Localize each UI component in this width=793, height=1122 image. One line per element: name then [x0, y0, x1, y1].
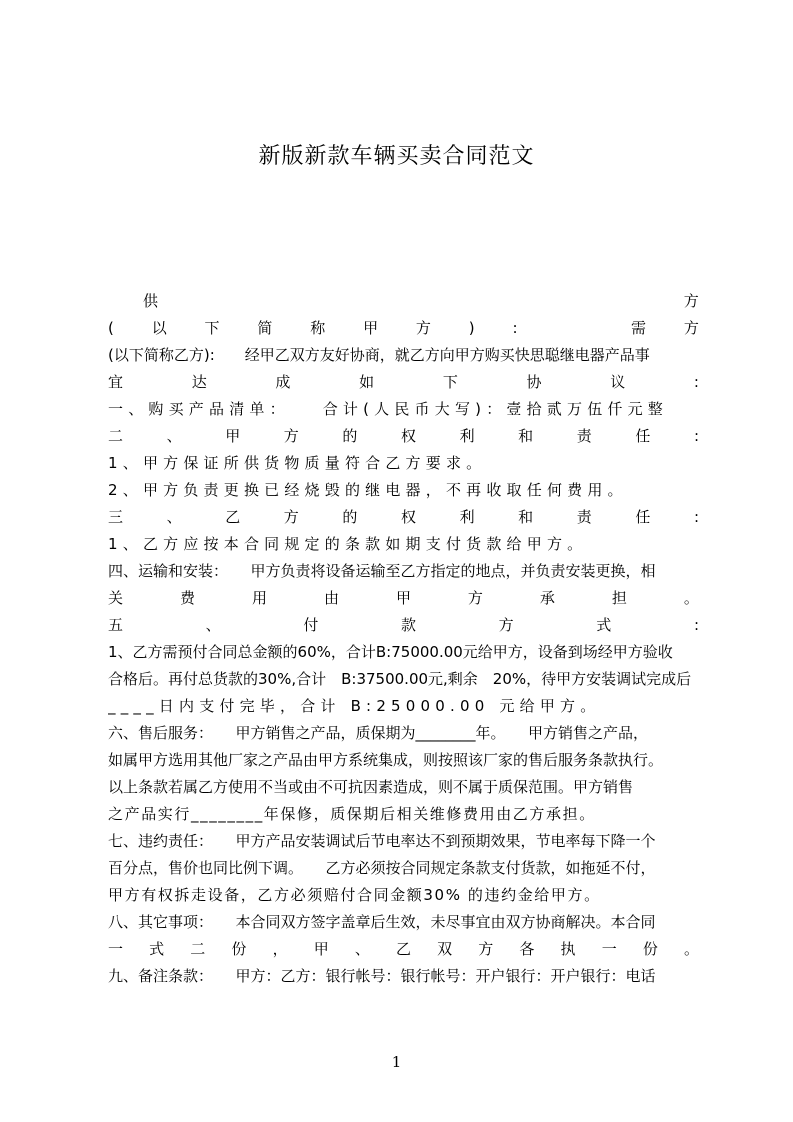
- body-line: [108, 288, 699, 315]
- line-char: :: [512, 319, 518, 337]
- line-char: 担: [611, 589, 627, 607]
- line-char: 宜: [108, 373, 124, 391]
- line-char: 权: [400, 427, 416, 445]
- line-char: 达: [191, 373, 207, 391]
- line-char: 和: [518, 508, 534, 526]
- line-char: 简: [257, 319, 273, 337]
- contract-body: [108, 288, 699, 990]
- body-line: 七、违约责任： 甲方产品安装调试后节电率达不到预期效果，节电率每下降一个: [108, 832, 656, 850]
- body-line: 一、购买产品清单： 合计(人民币大写)：壹拾贰万伍仟元整: [108, 400, 669, 418]
- line-char: 甲: [313, 940, 329, 958]
- line-char: 的: [342, 427, 358, 445]
- line-char: :: [693, 373, 699, 391]
- line-char: 和: [518, 427, 534, 445]
- line-char: 二: [108, 427, 124, 445]
- body-line: (以下简称乙方): 经甲乙双方友好协商，就乙方向甲方购买快思聪继电器产品事: [108, 346, 650, 364]
- line-char: ): [468, 319, 475, 337]
- line-char: 权: [400, 508, 416, 526]
- body-line: [108, 315, 699, 342]
- line-char: 甲: [225, 427, 241, 445]
- line-char: 、: [166, 508, 182, 526]
- line-char: 、: [166, 427, 182, 445]
- line-char: 议: [610, 373, 626, 391]
- line-char: 承: [539, 589, 555, 607]
- body-line: 2、甲方负责更换已经烧毁的继电器，不再收取任何费用。: [108, 481, 628, 499]
- line-char: 任: [635, 427, 651, 445]
- body-line: [108, 585, 699, 612]
- line-char: 供: [143, 292, 159, 310]
- line-char: :: [693, 508, 699, 526]
- page-number: 1: [391, 1053, 402, 1071]
- line-char: 甲: [363, 319, 379, 337]
- body-line: [108, 612, 699, 639]
- line-char: 乙: [395, 940, 411, 958]
- line-char: 执: [560, 940, 576, 958]
- line-char: 由: [323, 589, 339, 607]
- line-char: 方: [683, 292, 699, 310]
- line-char: 方: [683, 319, 699, 337]
- line-char: 任: [635, 508, 651, 526]
- body-line: 以上条款若属乙方使用不当或由不可抗因素造成，则不属于质保范围。甲方销售: [108, 778, 634, 796]
- body-line: 如属甲方选用其他厂家之产品由甲方系统集成，则按照该厂家的售后服务条款执行。: [108, 751, 664, 769]
- line-char: 下: [442, 373, 458, 391]
- line-char: 方: [283, 508, 299, 526]
- body-line: [108, 504, 699, 531]
- line-char: 五: [108, 616, 124, 634]
- body-line: [108, 369, 699, 396]
- line-char: 三: [108, 508, 124, 526]
- line-char: 式: [596, 616, 612, 634]
- document-title: 新版新款车辆买卖合同范文: [258, 144, 535, 169]
- line-char: 一: [601, 940, 617, 958]
- line-char: 方: [478, 940, 494, 958]
- line-char: 以: [151, 319, 167, 337]
- line-char: 方: [283, 427, 299, 445]
- line-char: ，: [272, 940, 288, 958]
- line-char: :: [693, 427, 699, 445]
- body-line: 1、甲方保证所供货物质量符合乙方要求。: [108, 454, 487, 472]
- line-char: :: [693, 616, 699, 634]
- line-char: 责: [576, 508, 592, 526]
- body-line: ____日内支付完毕，合计 B:25000.00 元给甲方。: [108, 697, 601, 715]
- body-line: 九、备注条款： 甲方：乙方：银行帐号：银行帐号：开户银行：开户银行：电话: [108, 967, 656, 985]
- line-char: (: [108, 319, 114, 337]
- line-char: 的: [342, 508, 358, 526]
- line-char: 方: [415, 319, 431, 337]
- line-char: 协: [526, 373, 542, 391]
- line-char: 费: [179, 589, 195, 607]
- line-char: 关: [108, 589, 124, 607]
- line-char: 一: [108, 940, 124, 958]
- line-char: 各: [519, 940, 535, 958]
- line-char: 甲: [395, 589, 411, 607]
- line-char: 用: [251, 589, 267, 607]
- line-char: 。: [683, 589, 699, 607]
- line-char: 付: [303, 616, 319, 634]
- body-line: 甲方有权拆走设备，乙方必须赔付合同金额30% 的违约金给甲方。: [108, 886, 601, 904]
- line-char: 。: [683, 940, 699, 958]
- line-char: 乙: [225, 508, 241, 526]
- body-line: 1、乙方需预付合同总金额的60%，合计B:75000.00元给甲方，设备到场经甲方验收: [108, 643, 673, 661]
- body-line: 合格后。再付总货款的30%,合计 B:37500.00元,剩余 20%，待甲方安装调试完成后: [108, 670, 692, 688]
- line-char: 方: [467, 589, 483, 607]
- body-line: 之产品实行________年保修，质保期后相关维修费用由乙方承担。: [108, 805, 596, 823]
- line-char: 二: [190, 940, 206, 958]
- body-line: 百分点，售价也同比例下调。 乙方必须按合同规定条款支付货款，如拖延不付，: [108, 859, 656, 877]
- line-char: 需: [630, 319, 646, 337]
- line-char: 款: [400, 616, 416, 634]
- body-line: [108, 936, 699, 963]
- line-char: 如: [359, 373, 375, 391]
- line-char: 利: [459, 427, 475, 445]
- line-char: 方: [498, 616, 514, 634]
- line-char: 份: [642, 940, 658, 958]
- line-char: 利: [459, 508, 475, 526]
- line-char: 责: [576, 427, 592, 445]
- line-char: 、: [205, 616, 221, 634]
- line-char: 式: [149, 940, 165, 958]
- body-line: 六、售后服务： 甲方销售之产品，质保期为________年。 甲方销售之产品，: [108, 724, 649, 742]
- line-char: 下: [204, 319, 220, 337]
- line-char: 份: [231, 940, 247, 958]
- body-line: [108, 423, 699, 450]
- body-line: 四、运输和安装： 甲方负责将设备运输至乙方指定的地点，并负责安装更换，相: [108, 562, 656, 580]
- body-line: 1、乙方应按本合同规定的条款如期支付货款给甲方。: [108, 535, 588, 553]
- line-char: 称: [310, 319, 326, 337]
- line-char: 双: [437, 940, 453, 958]
- line-char: 、: [354, 940, 370, 958]
- line-char: 成: [275, 373, 291, 391]
- body-line: 八、其它事项： 本合同双方签字盖章后生效，未尽事宜由双方协商解决。本合同: [108, 913, 656, 931]
